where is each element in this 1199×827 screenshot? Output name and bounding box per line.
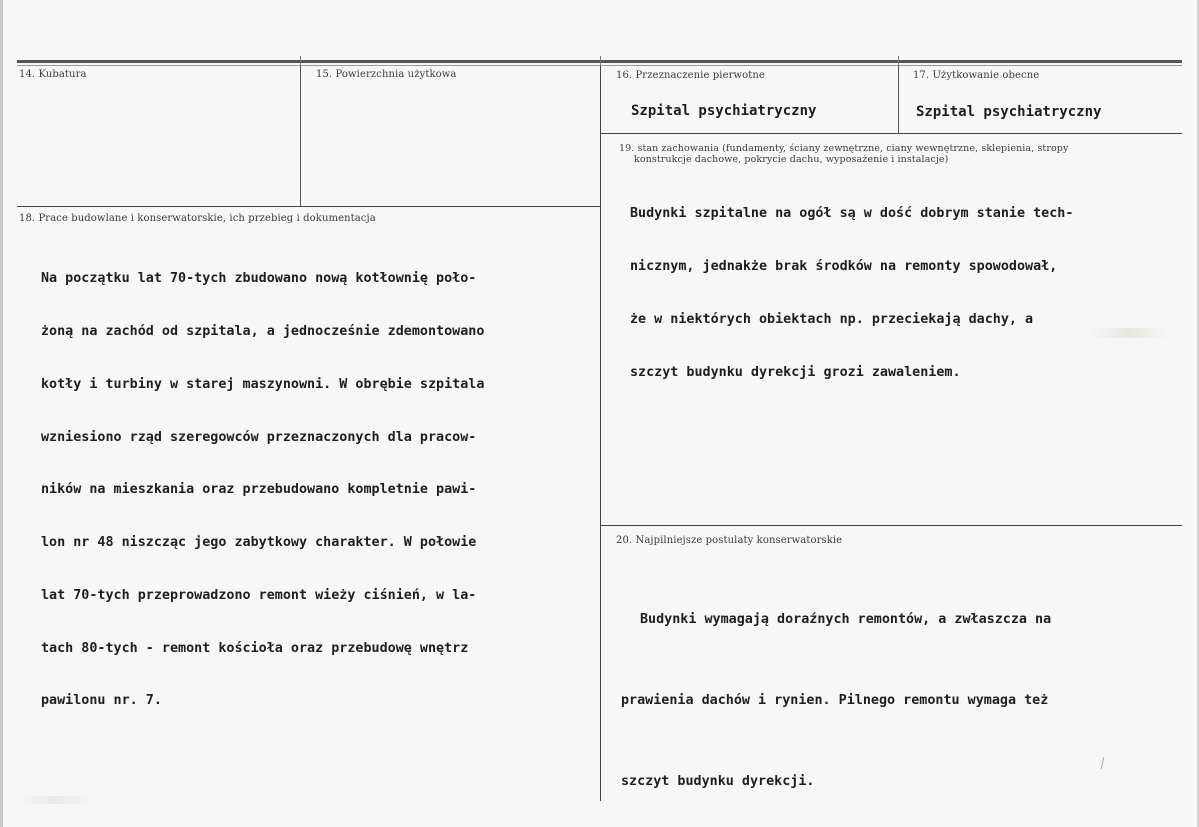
field-18-line: kotły i turbiny w starej maszynowni. W obrębie szpitala <box>41 376 485 392</box>
field-19-line: Budynki szpitalne na ogół są w dość dobrym stanie tech- <box>630 206 1074 222</box>
field-17-label: 17. Użytkowanie obecne <box>913 70 1040 81</box>
field-18-line: żoną na zachód od szpitala, a jednocześnie zdemontowano <box>41 323 485 339</box>
field-19-label-line1: 19. stan zachowania (fundamenty, ściany zewnętrzne, ciany wewnętrzne, sklepienia, stropy <box>619 143 1069 154</box>
field-19-label-line2: konstrukcje dachowe, pokrycie dachu, wyposażenie i instalacje) <box>634 154 949 165</box>
field-19-line: szczyt budynku dyrekcji grozi zawaleniem. <box>630 364 961 380</box>
tick-mark <box>300 56 301 66</box>
rule-above-18 <box>17 206 600 207</box>
rule-above-19 <box>601 133 1182 134</box>
field-20-line: szczyt budynku dyrekcji. <box>621 774 815 789</box>
field-17-value: Szpital psychiatryczny <box>916 104 1102 120</box>
field-18-line: ników na mieszkania oraz przebudowano kompletnie pawi- <box>41 482 477 498</box>
field-15-label: 15. Powierzchnia użytkowa <box>316 69 457 80</box>
field-18-line: wzniesiono rząd szeregowców przeznaczonych dla pracow- <box>41 429 477 445</box>
field-19-text <box>630 170 1073 416</box>
tick-mark <box>600 56 601 66</box>
field-20-line: prawienia dachów i rynien. Pilnego remontu wymaga też <box>621 693 1049 708</box>
field-18-label: 18. Prace budowlane i konserwatorskie, ich przebieg i dokumentacja <box>19 213 376 224</box>
field-18-line: Na początku lat 70-tych zbudowano nową kotłownię poło- <box>41 271 477 287</box>
show-through-mark <box>1090 328 1170 338</box>
show-through-mark <box>20 796 90 804</box>
field-20-line: Budynki wymagają doraźnych remontów, a zwłaszcza na <box>640 612 1052 627</box>
left-edge <box>0 0 3 827</box>
field-18-line: pawilonu nr. 7. <box>41 693 162 709</box>
field-19-line: nicznym, jednakże brak środków na remonty spowodował, <box>630 258 1058 274</box>
divider-14-15 <box>300 63 301 207</box>
field-20-label: 20. Najpilniejsze postulaty konserwatorskie <box>616 535 843 546</box>
field-16-label: 16. Przeznaczenie pierwotne <box>616 70 765 81</box>
field-16-value: Szpital psychiatryczny <box>631 103 817 119</box>
field-14-label: 14. Kubatura <box>19 69 87 80</box>
center-divider <box>600 63 601 801</box>
pen-mark <box>1101 757 1104 769</box>
field-18-line: lat 70-tych przeprowadzono remont wieży ciśnień, w la- <box>41 587 477 603</box>
rule-above-20 <box>601 525 1182 526</box>
field-18-text <box>41 235 484 745</box>
field-18-line: tach 80-tych - remont kościoła oraz przebudowę wnętrz <box>41 640 469 656</box>
divider-16-17 <box>898 63 899 133</box>
field-20-text <box>621 552 1051 827</box>
field-19-line: że w niektórych obiektach np. przeciekają dachy, a <box>630 311 1034 327</box>
tick-mark <box>898 56 899 66</box>
field-18-line: lon nr 48 niszcząc jego zabytkowy charakter. W połowie <box>41 535 477 551</box>
